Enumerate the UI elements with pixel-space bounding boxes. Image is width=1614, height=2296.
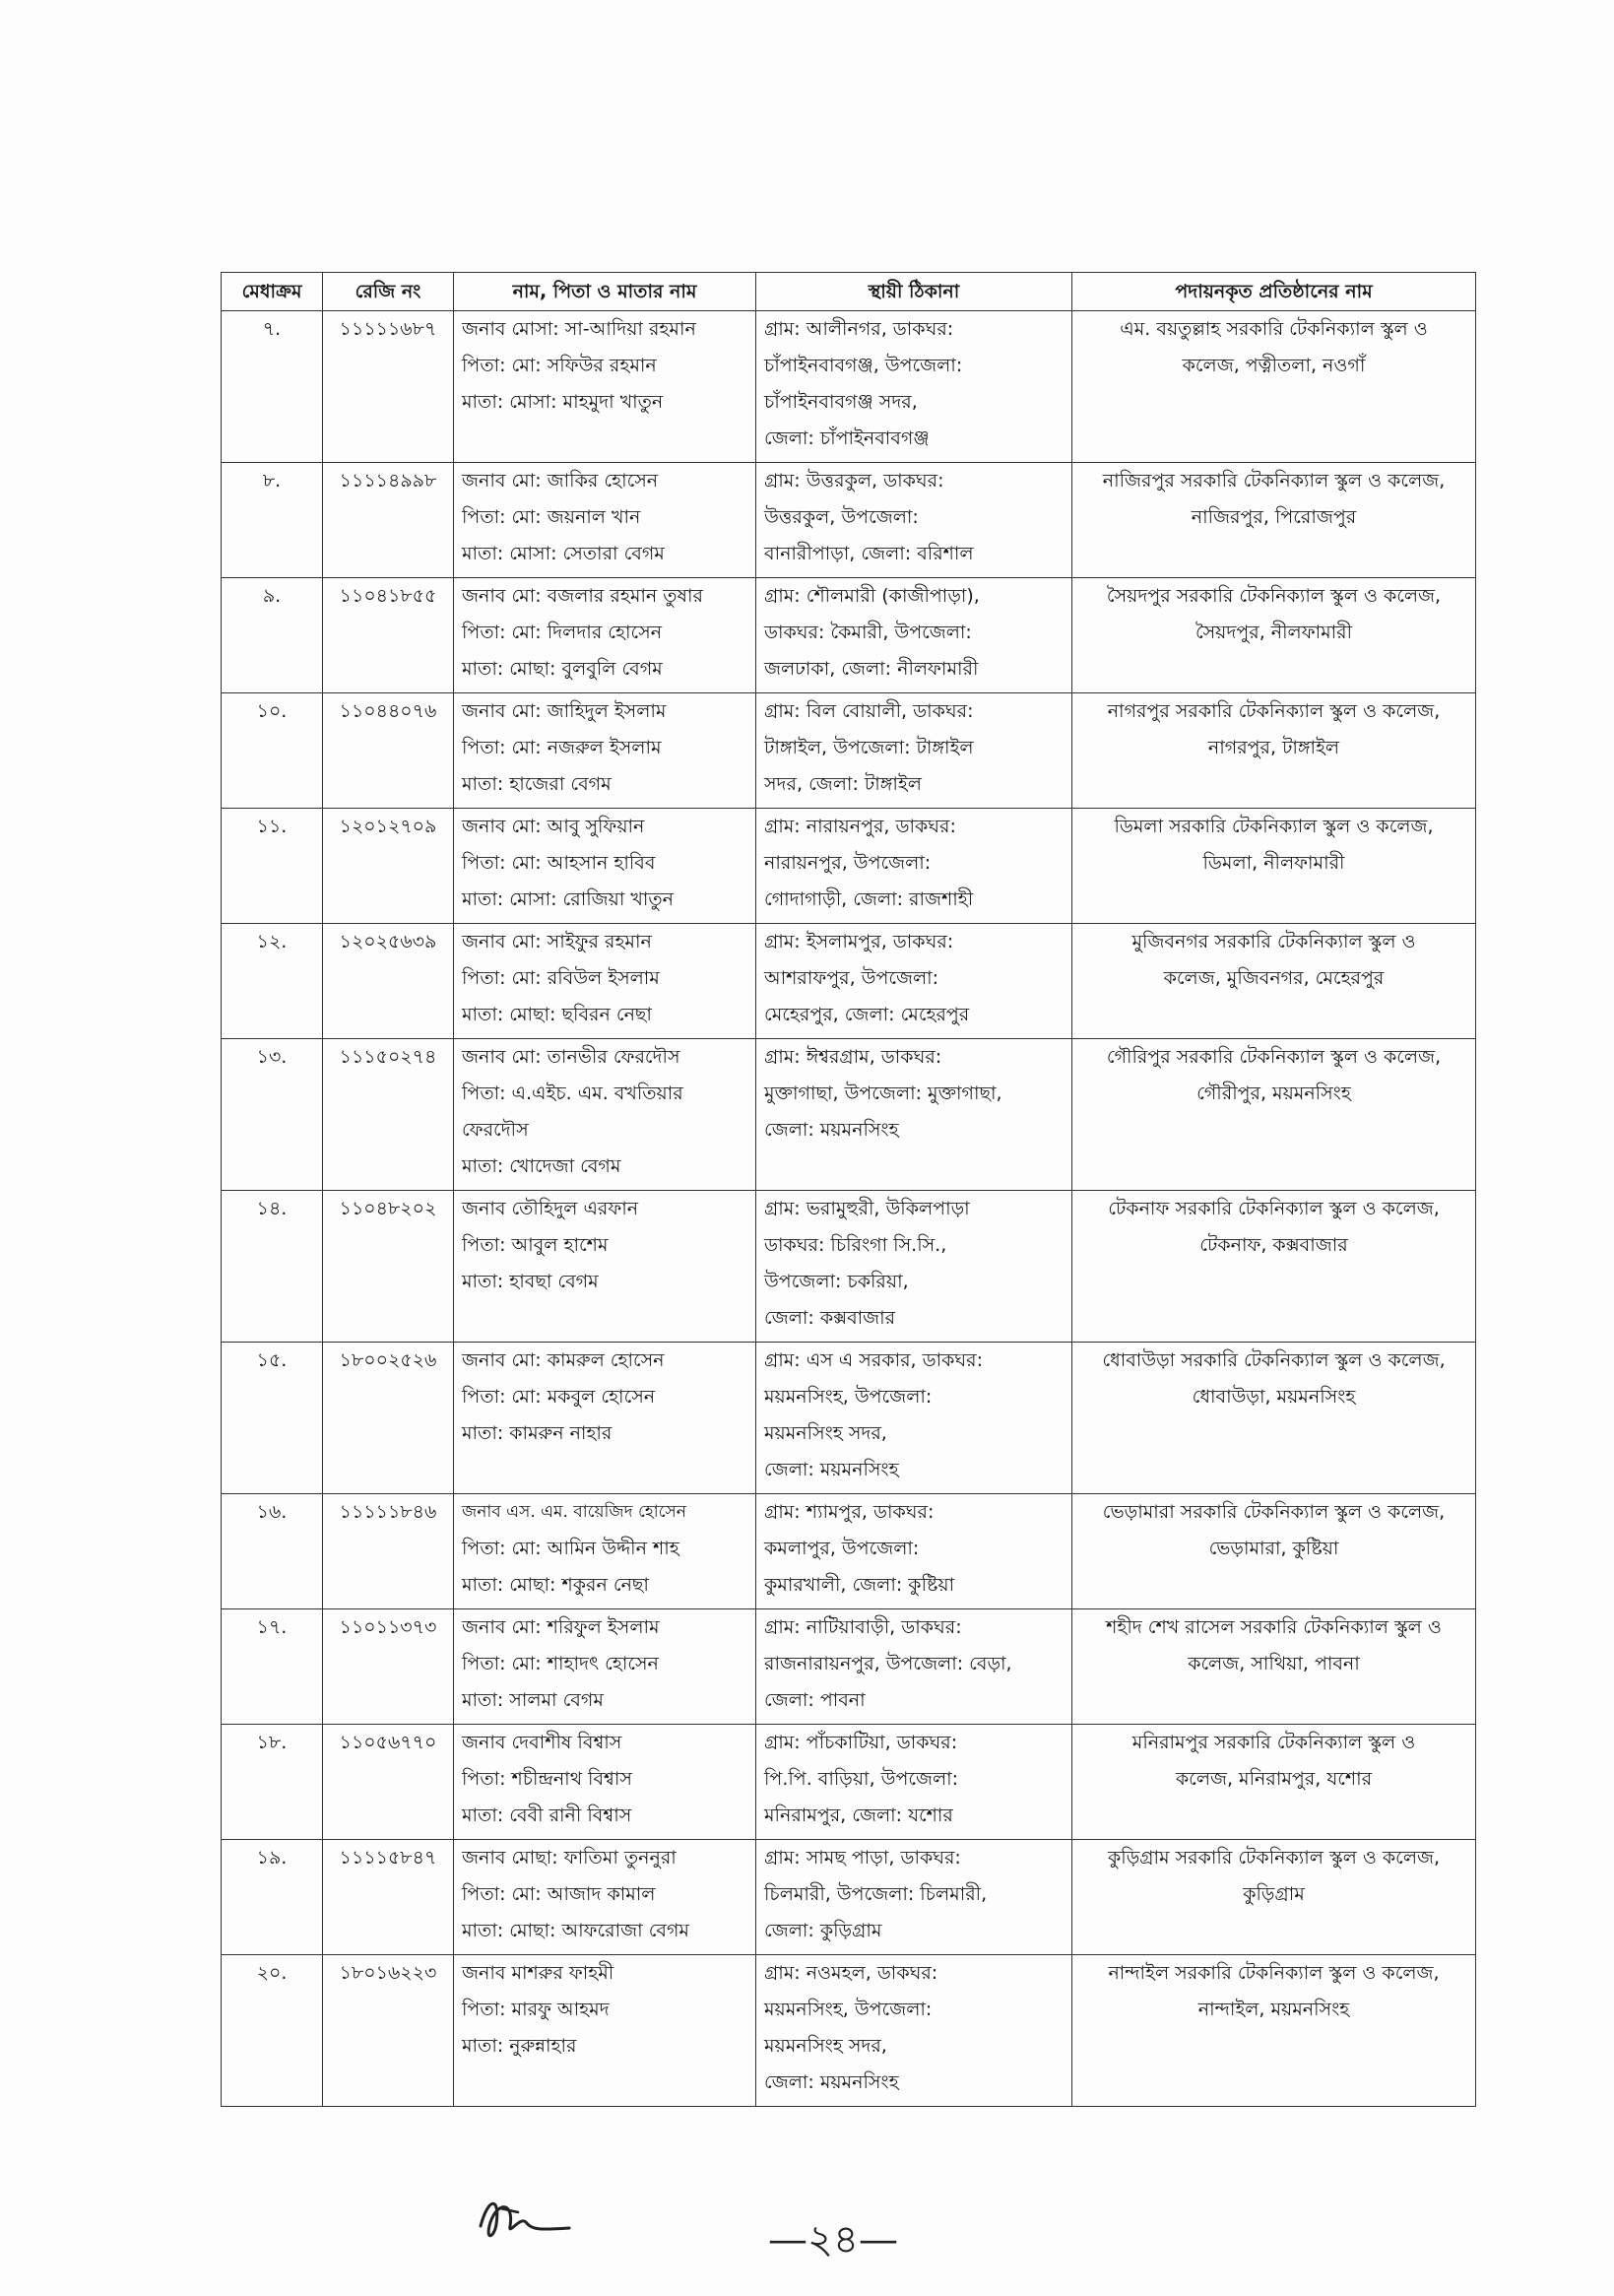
- posting-table: [221, 272, 1476, 2107]
- cell-institution: [1072, 1840, 1476, 1955]
- cell-reg: ১১০৪৪০৭৬: [323, 693, 454, 809]
- cell-name-line: পিতা: আবুল হাশেম: [462, 1234, 609, 1256]
- cell-institution: [1072, 463, 1476, 578]
- cell-institution: [1072, 809, 1476, 924]
- cell-address-line: জেলা: চাঁপাইনবাবগঞ্জ: [764, 427, 930, 449]
- cell-name-line: পিতা: মারফু আহমদ: [462, 1999, 610, 2020]
- cell-address-line: গ্রাম: শ্যামপুর, ডাকঘর:: [764, 1501, 935, 1523]
- cell-reg: ১১১১৪৯৯৮: [323, 463, 454, 578]
- cell-address-line: গ্রাম: সামছ পাড়া, ডাকঘর:: [764, 1847, 961, 1869]
- cell-institution-line: কুড়িগ্রাম: [1243, 1883, 1305, 1905]
- cell-name-line: পিতা: মো: আমিন উদ্দীন শাহ: [462, 1538, 679, 1559]
- cell-rank: ১৭.: [222, 1609, 323, 1725]
- table-header-row: [222, 273, 1476, 311]
- cell-institution: [1072, 1955, 1476, 2107]
- cell-address-line: গ্রাম: ভরামুহুরী, উকিলপাড়া: [764, 1198, 970, 1219]
- cell-name-line: মাতা: খোদেজা বেগম: [462, 1155, 621, 1177]
- cell-name-line: জনাব মোসা: সা-আদিয়া রহমান: [462, 318, 696, 340]
- cell-address-line: গ্রাম: নাটিয়াবাড়ী, ডাকঘর:: [764, 1616, 962, 1638]
- cell-address-line: মনিরামপুর, জেলা: যশোর: [764, 1804, 953, 1826]
- cell-name-line: মাতা: বেবী রানী বিশ্বাস: [462, 1804, 632, 1826]
- cell-name: [454, 693, 756, 809]
- cell-address: [756, 809, 1072, 924]
- cell-institution-line: কলেজ, সাথিয়া, পাবনা: [1188, 1653, 1360, 1674]
- cell-name-line: পিতা: মো: দিলদার হোসেন: [462, 622, 663, 643]
- cell-address: [756, 1343, 1072, 1494]
- header-name: নাম, পিতা ও মাতার নাম: [454, 273, 756, 311]
- cell-address: [756, 1955, 1072, 2107]
- table-row: [222, 311, 1476, 463]
- table-row: [222, 463, 1476, 578]
- cell-address-line: ডাকঘর: চিরিংগা সি.সি.,: [764, 1234, 947, 1256]
- cell-institution-line: ডিমলা, নীলফামারী: [1202, 852, 1345, 874]
- cell-rank: ৯.: [222, 578, 323, 693]
- cell-address: [756, 924, 1072, 1039]
- cell-rank: ৮.: [222, 463, 323, 578]
- cell-address-line: গ্রাম: নওমহল, ডাকঘর:: [764, 1962, 938, 1984]
- cell-address-line: মেহেরপুর, জেলা: মেহেরপুর: [764, 1004, 970, 1025]
- cell-address-line: টাঙ্গাইল, উপজেলা: টাঙ্গাইল: [764, 737, 974, 758]
- cell-name-line: মাতা: মোসা: সেতারা বেগম: [462, 543, 665, 564]
- cell-address-line: গ্রাম: পাঁচকাটিয়া, ডাকঘর:: [764, 1732, 958, 1753]
- cell-address-line: বানারীপাড়া, জেলা: বরিশাল: [764, 543, 974, 564]
- cell-address-line: জেলা: ময়মনসিংহ: [764, 1119, 899, 1141]
- table-row: [222, 809, 1476, 924]
- cell-institution-line: এম. বয়তুল্লাহ সরকারি টেকনিক্যাল স্কুল ও: [1120, 318, 1428, 340]
- cell-address: [756, 1039, 1072, 1191]
- cell-rank: ১৩.: [222, 1039, 323, 1191]
- cell-name-line: মাতা: সালমা বেগম: [462, 1689, 604, 1711]
- cell-address: [756, 1840, 1072, 1955]
- cell-name-line: পিতা: মো: জয়নাল খান: [462, 506, 641, 528]
- cell-name-line: মাতা: মোছা: আফরোজা বেগম: [462, 1920, 689, 1941]
- cell-name-line: পিতা: মো: নজরুল ইসলাম: [462, 737, 662, 758]
- cell-name: [454, 1609, 756, 1725]
- cell-address: [756, 578, 1072, 693]
- cell-name-line: জনাব মো: শরিফুল ইসলাম: [462, 1616, 660, 1638]
- cell-address: [756, 1494, 1072, 1609]
- cell-reg: ১১০৪৮২০২: [323, 1191, 454, 1343]
- cell-address-line: জেলা: ময়মনসিংহ: [764, 1459, 899, 1480]
- cell-address-line: উত্তরকুল, উপজেলা:: [764, 506, 919, 528]
- cell-institution-line: ভেড়ামারা, কুষ্টিয়া: [1208, 1538, 1339, 1559]
- cell-name-line: মাতা: মোছা: বুলবুলি বেগম: [462, 658, 663, 680]
- cell-address-line: জেলা: পাবনা: [764, 1689, 866, 1711]
- cell-institution-line: গৌরিপুর সরকারি টেকনিক্যাল স্কুল ও কলেজ,: [1106, 1046, 1442, 1068]
- cell-institution-line: নান্দাইল, ময়মনসিংহ: [1197, 1999, 1350, 2020]
- cell-reg: ১১০১১৩৭৩: [323, 1609, 454, 1725]
- cell-institution-line: মুজিবনগর সরকারি টেকনিক্যাল স্কুল ও: [1131, 931, 1416, 952]
- cell-name-line: মাতা: মোছা: শকুরন নেছা: [462, 1574, 649, 1596]
- cell-address-line: উপজেলা: চকরিয়া,: [764, 1271, 909, 1292]
- cell-institution: [1072, 1609, 1476, 1725]
- cell-institution-line: কুড়িগ্রাম সরকারি টেকনিক্যাল স্কুল ও কলেজ,: [1107, 1847, 1441, 1869]
- cell-institution: [1072, 1725, 1476, 1840]
- cell-reg: ১১১১১৬৮৭: [323, 311, 454, 463]
- cell-institution: [1072, 1191, 1476, 1343]
- signature-mark: [471, 2187, 579, 2256]
- cell-institution-line: নাগরপুর সরকারি টেকনিক্যাল স্কুল ও কলেজ,: [1107, 700, 1441, 722]
- cell-address-line: ময়মনসিংহ, উপজেলা:: [764, 1386, 933, 1408]
- cell-rank: ১৫.: [222, 1343, 323, 1494]
- table-row: [222, 1725, 1476, 1840]
- cell-address-line: চাঁপাইনবাবগঞ্জ, উপজেলা:: [764, 355, 963, 376]
- cell-name: [454, 311, 756, 463]
- cell-institution: [1072, 924, 1476, 1039]
- cell-rank: ১২.: [222, 924, 323, 1039]
- cell-address-line: জেলা: কুড়িগ্রাম: [764, 1920, 882, 1941]
- cell-reg: ১৮০০২৫২৬: [323, 1343, 454, 1494]
- cell-address-line: জলঢাকা, জেলা: নীলফামারী: [764, 658, 979, 680]
- cell-name: [454, 1725, 756, 1840]
- cell-name-line: মাতা: মোসা: রোজিয়া খাতুন: [462, 888, 674, 910]
- cell-institution-line: শহীদ শেখ রাসেল সরকারি টেকনিক্যাল স্কুল ও: [1106, 1616, 1442, 1638]
- cell-institution-line: টেকনাফ, কক্সবাজার: [1199, 1234, 1348, 1256]
- cell-name: [454, 1039, 756, 1191]
- cell-name-line: ফেরদৌস: [462, 1119, 529, 1141]
- cell-address-line: সদর, জেলা: টাঙ্গাইল: [764, 773, 922, 795]
- cell-reg: ১১০৫৬৭৭০: [323, 1725, 454, 1840]
- page-number: —২৪—: [768, 2217, 898, 2263]
- cell-name-line: জনাব দেবাশীষ বিশ্বাস: [462, 1732, 622, 1753]
- cell-name: [454, 1955, 756, 2107]
- cell-address: [756, 1725, 1072, 1840]
- cell-name-line: পিতা: মো: শাহাদৎ হোসেন: [462, 1653, 659, 1674]
- table-row: [222, 1609, 1476, 1725]
- cell-name-line: মাতা: হাবছা বেগম: [462, 1271, 599, 1292]
- cell-institution-line: নান্দাইল সরকারি টেকনিক্যাল স্কুল ও কলেজ,: [1108, 1962, 1440, 1984]
- cell-name-line: পিতা: এ.এইচ. এম. বখতিয়ার: [462, 1082, 683, 1104]
- cell-name-line: জনাব মো: তানভীর ফেরদৌস: [462, 1046, 680, 1068]
- cell-institution-line: ধোবাউড়া, ময়মনসিংহ: [1192, 1386, 1356, 1408]
- cell-institution-line: কলেজ, পত্নীতলা, নওগাঁ: [1182, 355, 1366, 376]
- cell-address-line: ডাকঘর: কৈমারী, উপজেলা:: [764, 622, 972, 643]
- cell-rank: ১৯.: [222, 1840, 323, 1955]
- cell-rank: ১০.: [222, 693, 323, 809]
- cell-reg: ১২০১২৭০৯: [323, 809, 454, 924]
- cell-address-line: চাঁপাইনবাবগঞ্জ সদর,: [764, 391, 918, 413]
- cell-institution-line: ডিমলা সরকারি টেকনিক্যাল স্কুল ও কলেজ,: [1114, 816, 1434, 837]
- cell-address-line: ময়মনসিংহ, উপজেলা:: [764, 1999, 933, 2020]
- cell-institution: [1072, 1343, 1476, 1494]
- table-row: [222, 1840, 1476, 1955]
- cell-reg: ১১১৫০২৭৪: [323, 1039, 454, 1191]
- cell-address-line: ময়মনসিংহ সদর,: [764, 2035, 887, 2057]
- cell-name-line: জনাব মো: জাকির হোসেন: [462, 470, 659, 492]
- table-row: [222, 693, 1476, 809]
- cell-reg: ১৮০১৬২২৩: [323, 1955, 454, 2107]
- cell-institution-line: সৈয়দপুর সরকারি টেকনিক্যাল স্কুল ও কলেজ,: [1106, 585, 1442, 607]
- cell-rank: ১১.: [222, 809, 323, 924]
- cell-institution-line: কলেজ, মুজিবনগর, মেহেরপুর: [1163, 967, 1385, 989]
- cell-institution-line: ভেড়ামারা সরকারি টেকনিক্যাল স্কুল ও কলেজ,: [1102, 1501, 1446, 1523]
- cell-address-line: নারায়নপুর, উপজেলা:: [764, 852, 932, 874]
- cell-address-line: গ্রাম: শৌলমারী (কাজীপাড়া),: [764, 585, 980, 607]
- cell-institution-line: নাজিরপুর সরকারি টেকনিক্যাল স্কুল ও কলেজ,: [1102, 470, 1446, 492]
- cell-name-line: জনাব এস. এম. বায়েজিদ হোসেন: [462, 1502, 686, 1522]
- cell-name-line: পিতা: মো: সফিউর রহমান: [462, 355, 657, 376]
- cell-reg: ১১০৪১৮৫৫: [323, 578, 454, 693]
- cell-address: [756, 693, 1072, 809]
- cell-name: [454, 924, 756, 1039]
- cell-institution: [1072, 311, 1476, 463]
- cell-name: [454, 1840, 756, 1955]
- table-row: [222, 924, 1476, 1039]
- cell-name-line: পিতা: মো: আজাদ কামাল: [462, 1883, 656, 1905]
- header-address: স্থায়ী ঠিকানা: [756, 273, 1072, 311]
- cell-name-line: মাতা: হাজেরা বেগম: [462, 773, 612, 795]
- cell-rank: ১৮.: [222, 1725, 323, 1840]
- cell-rank: ৭.: [222, 311, 323, 463]
- cell-institution-line: ধোবাউড়া সরকারি টেকনিক্যাল স্কুল ও কলেজ,: [1102, 1349, 1446, 1371]
- cell-institution-line: সৈয়দপুর, নীলফামারী: [1194, 622, 1353, 643]
- cell-address-line: গ্রাম: নারায়নপুর, ডাকঘর:: [764, 816, 956, 837]
- cell-name-line: জনাব মোছা: ফাতিমা তুননুরা: [462, 1847, 677, 1869]
- cell-address-line: ময়মনসিংহ সদর,: [764, 1422, 887, 1444]
- cell-name: [454, 809, 756, 924]
- cell-address-line: মুক্তাগাছা, উপজেলা: মুক্তাগাছা,: [764, 1082, 1002, 1104]
- cell-name-line: জনাব মো: বজলার রহমান তুষার: [462, 585, 703, 607]
- cell-name-line: পিতা: মো: মকবুল হোসেন: [462, 1386, 656, 1408]
- cell-name-line: জনাব মো: জাহিদুল ইসলাম: [462, 700, 667, 722]
- cell-name-line: জনাব মাশরুর ফাহমী: [462, 1962, 614, 1984]
- table-row: [222, 1343, 1476, 1494]
- cell-name-line: মাতা: মোছা: ছবিরন নেছা: [462, 1004, 652, 1025]
- cell-name-line: জনাব মো: সাইফুর রহমান: [462, 931, 652, 952]
- cell-name: [454, 1191, 756, 1343]
- cell-reg: ১২০২৫৬৩৯: [323, 924, 454, 1039]
- cell-institution: [1072, 1039, 1476, 1191]
- cell-name-line: পিতা: মো: রবিউল ইসলাম: [462, 967, 660, 989]
- cell-address: [756, 1609, 1072, 1725]
- cell-name-line: জনাব মো: আবু সুফিয়ান: [462, 816, 645, 837]
- table-row: [222, 1039, 1476, 1191]
- cell-address-line: রাজনারায়নপুর, উপজেলা: বেড়া,: [764, 1653, 1012, 1674]
- cell-name: [454, 1494, 756, 1609]
- cell-name-line: পিতা: শচীন্দ্রনাথ বিশ্বাস: [462, 1768, 632, 1790]
- header-rank: মেধাক্রম: [222, 273, 323, 311]
- cell-address: [756, 463, 1072, 578]
- cell-address-line: কমলাপুর, উপজেলা:: [764, 1538, 920, 1559]
- table-row: [222, 1955, 1476, 2107]
- cell-institution-line: নাজিরপুর, পিরোজপুর: [1191, 506, 1357, 528]
- cell-address-line: গ্রাম: বিল বোয়ালী, ডাকঘর:: [764, 700, 974, 722]
- cell-institution-line: গৌরীপুর, ময়মনসিংহ: [1196, 1082, 1351, 1104]
- cell-name-line: মাতা: মোসা: মাহমুদা খাতুন: [462, 391, 664, 413]
- cell-address-line: পি.পি. বাড়িয়া, উপজেলা:: [764, 1768, 959, 1790]
- cell-address-line: জেলা: কক্সবাজার: [764, 1307, 896, 1329]
- cell-address-line: আশরাফপুর, উপজেলা:: [764, 967, 939, 989]
- table-row: [222, 1191, 1476, 1343]
- cell-address-line: গোদাগাড়ী, জেলা: রাজশাহী: [764, 888, 974, 910]
- cell-address-line: জেলা: ময়মনসিংহ: [764, 2071, 899, 2093]
- cell-institution-line: টেকনাফ সরকারি টেকনিক্যাল স্কুল ও কলেজ,: [1108, 1198, 1440, 1219]
- cell-address-line: চিলমারী, উপজেলা: চিলমারী,: [764, 1883, 988, 1905]
- cell-institution: [1072, 578, 1476, 693]
- cell-name: [454, 463, 756, 578]
- cell-name: [454, 1343, 756, 1494]
- cell-address-line: গ্রাম: ঈশ্বরগ্রাম, ডাকঘর:: [764, 1046, 942, 1068]
- cell-reg: ১১১১১৮৪৬: [323, 1494, 454, 1609]
- table-row: [222, 578, 1476, 693]
- cell-name-line: জনাব মো: কামরুল হোসেন: [462, 1349, 665, 1371]
- cell-rank: ১৪.: [222, 1191, 323, 1343]
- cell-name: [454, 578, 756, 693]
- cell-institution-line: মনিরামপুর সরকারি টেকনিক্যাল স্কুল ও: [1131, 1732, 1416, 1753]
- cell-address-line: গ্রাম: এস এ সরকার, ডাকঘর:: [764, 1349, 983, 1371]
- cell-institution-line: কলেজ, মনিরামপুর, যশোর: [1175, 1768, 1373, 1790]
- cell-name-line: মাতা: কামরুন নাহার: [462, 1422, 613, 1444]
- cell-reg: ১১১১৫৮৪৭: [323, 1840, 454, 1955]
- header-institution: পদায়নকৃত প্রতিষ্ঠানের নাম: [1072, 273, 1476, 311]
- cell-name-line: জনাব তৌহিদুল এরফান: [462, 1198, 639, 1219]
- header-reg: রেজি নং: [323, 273, 454, 311]
- cell-name-line: পিতা: মো: আহসান হাবিব: [462, 852, 656, 874]
- cell-name-line: মাতা: নুরুন্নাহার: [462, 2035, 577, 2057]
- cell-address-line: গ্রাম: উত্তরকুল, ডাকঘর:: [764, 470, 944, 492]
- cell-address: [756, 311, 1072, 463]
- cell-institution: [1072, 1494, 1476, 1609]
- cell-rank: ২০.: [222, 1955, 323, 2107]
- table-row: [222, 1494, 1476, 1609]
- cell-institution-line: নাগরপুর, টাঙ্গাইল: [1207, 737, 1340, 758]
- cell-institution: [1072, 693, 1476, 809]
- cell-address-line: গ্রাম: আলীনগর, ডাকঘর:: [764, 318, 954, 340]
- cell-rank: ১৬.: [222, 1494, 323, 1609]
- cell-address-line: কুমারখালী, জেলা: কুষ্টিয়া: [764, 1574, 955, 1596]
- table-body: [222, 311, 1476, 2107]
- cell-address-line: গ্রাম: ইসলামপুর, ডাকঘর:: [764, 931, 954, 952]
- cell-address: [756, 1191, 1072, 1343]
